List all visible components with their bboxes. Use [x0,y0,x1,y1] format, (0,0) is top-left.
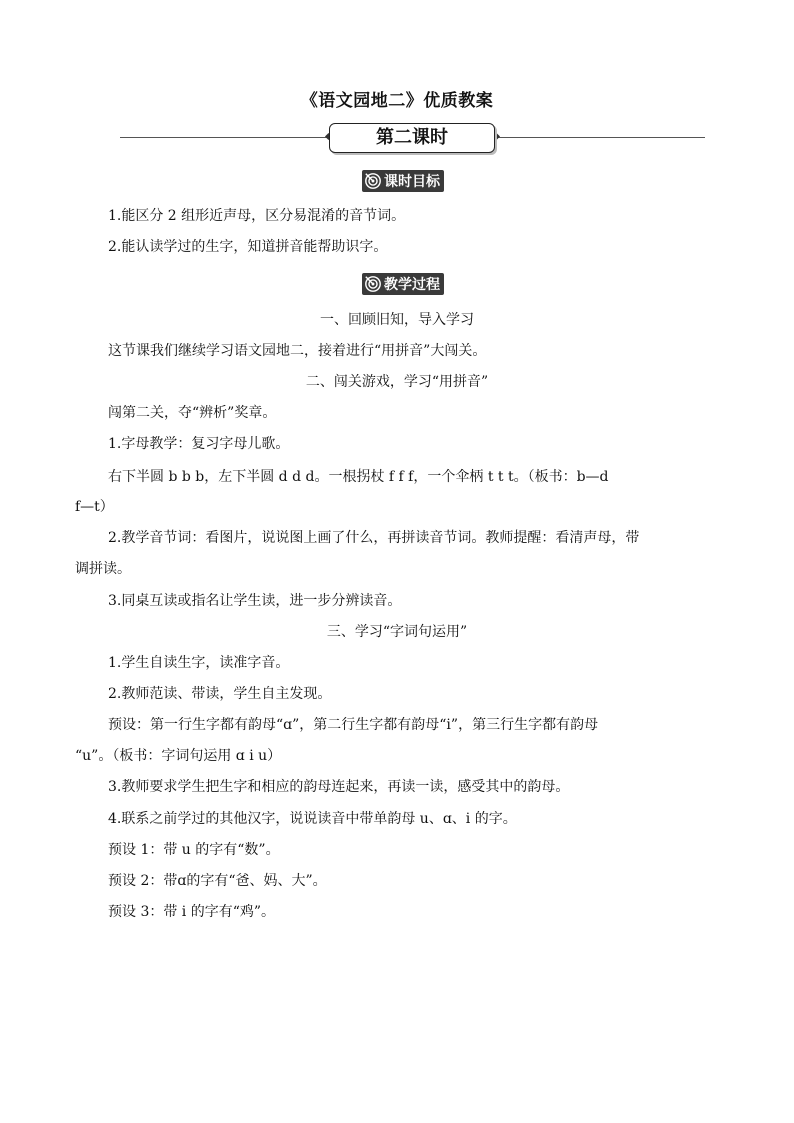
target-icon [364,172,382,190]
goal-2: 2.能认读学过的生字，知道拼音能帮助识字。 [108,239,388,255]
process-paragraph: 2.教师范读、带读，学生自主发现。 [108,686,332,702]
process-paragraph: 预设 2：带ɑ的字有“爸、妈、大”。 [108,873,327,889]
process-paragraph: 右下半圆 b b b，左下半圆 d d d。一根拐杖 f f f，一个伞柄 t t t。（板书：b—d [108,469,609,485]
process-paragraph-cont: f—t） [75,499,114,515]
lesson-heading-box: 第二课时 [329,123,495,153]
process-paragraph: 闯第二关，夺“辨析”奖章。 [108,405,277,421]
process-paragraph: 1.学生自读生字，读准字音。 [108,655,290,671]
process-heading-2: 二、闯关游戏，学习“用拼音” [305,374,489,390]
section-badge-goals [362,170,444,192]
document-title: 《语文园地二》优质教案 [300,91,494,111]
divider-right [495,137,705,138]
process-heading-1: 一、回顾旧知，导入学习 [320,312,474,328]
goal-1: 1.能区分 2 组形近声母，区分易混淆的音节词。 [108,208,406,224]
process-paragraph-cont: 调拼读。 [75,561,131,577]
process-paragraph: 2.教学音节词：看图片，说说图上画了什么，再拼读音节词。教师提醒：看清声母，带 [108,530,640,546]
section-badge-process [362,273,444,295]
process-paragraph: 1.字母教学：复习字母儿歌。 [108,436,290,452]
process-heading-3: 三、学习“字词句运用” [326,624,468,640]
section-label-process: 教学过程 [384,277,440,293]
process-paragraph: 预设 3：带 i 的字有“鸡”。 [108,904,276,920]
process-paragraph-cont: “u”。（板书：字词句运用 ɑ i u） [75,748,282,764]
section-label-goals: 课时目标 [384,174,440,190]
divider-left [120,137,332,138]
process-paragraph: 3.同桌互读或指名让学生读，进一步分辨读音。 [108,593,402,609]
target-icon [364,275,382,293]
process-paragraph: 预设：第一行生字都有韵母“ɑ”，第二行生字都有韵母“i”，第三行生字都有韵母 [108,717,599,733]
process-paragraph: 预设 1：带 u 的字有“数”。 [108,842,280,858]
process-paragraph: 这节课我们继续学习语文园地二，接着进行“用拼音”大闯关。 [108,343,487,359]
process-paragraph: 4.联系之前学过的其他汉字，说说读音中带单韵母 u、ɑ、i 的字。 [108,811,517,827]
process-paragraph: 3.教师要求学生把生字和相应的韵母连起来，再读一读，感受其中的韵母。 [108,779,570,795]
